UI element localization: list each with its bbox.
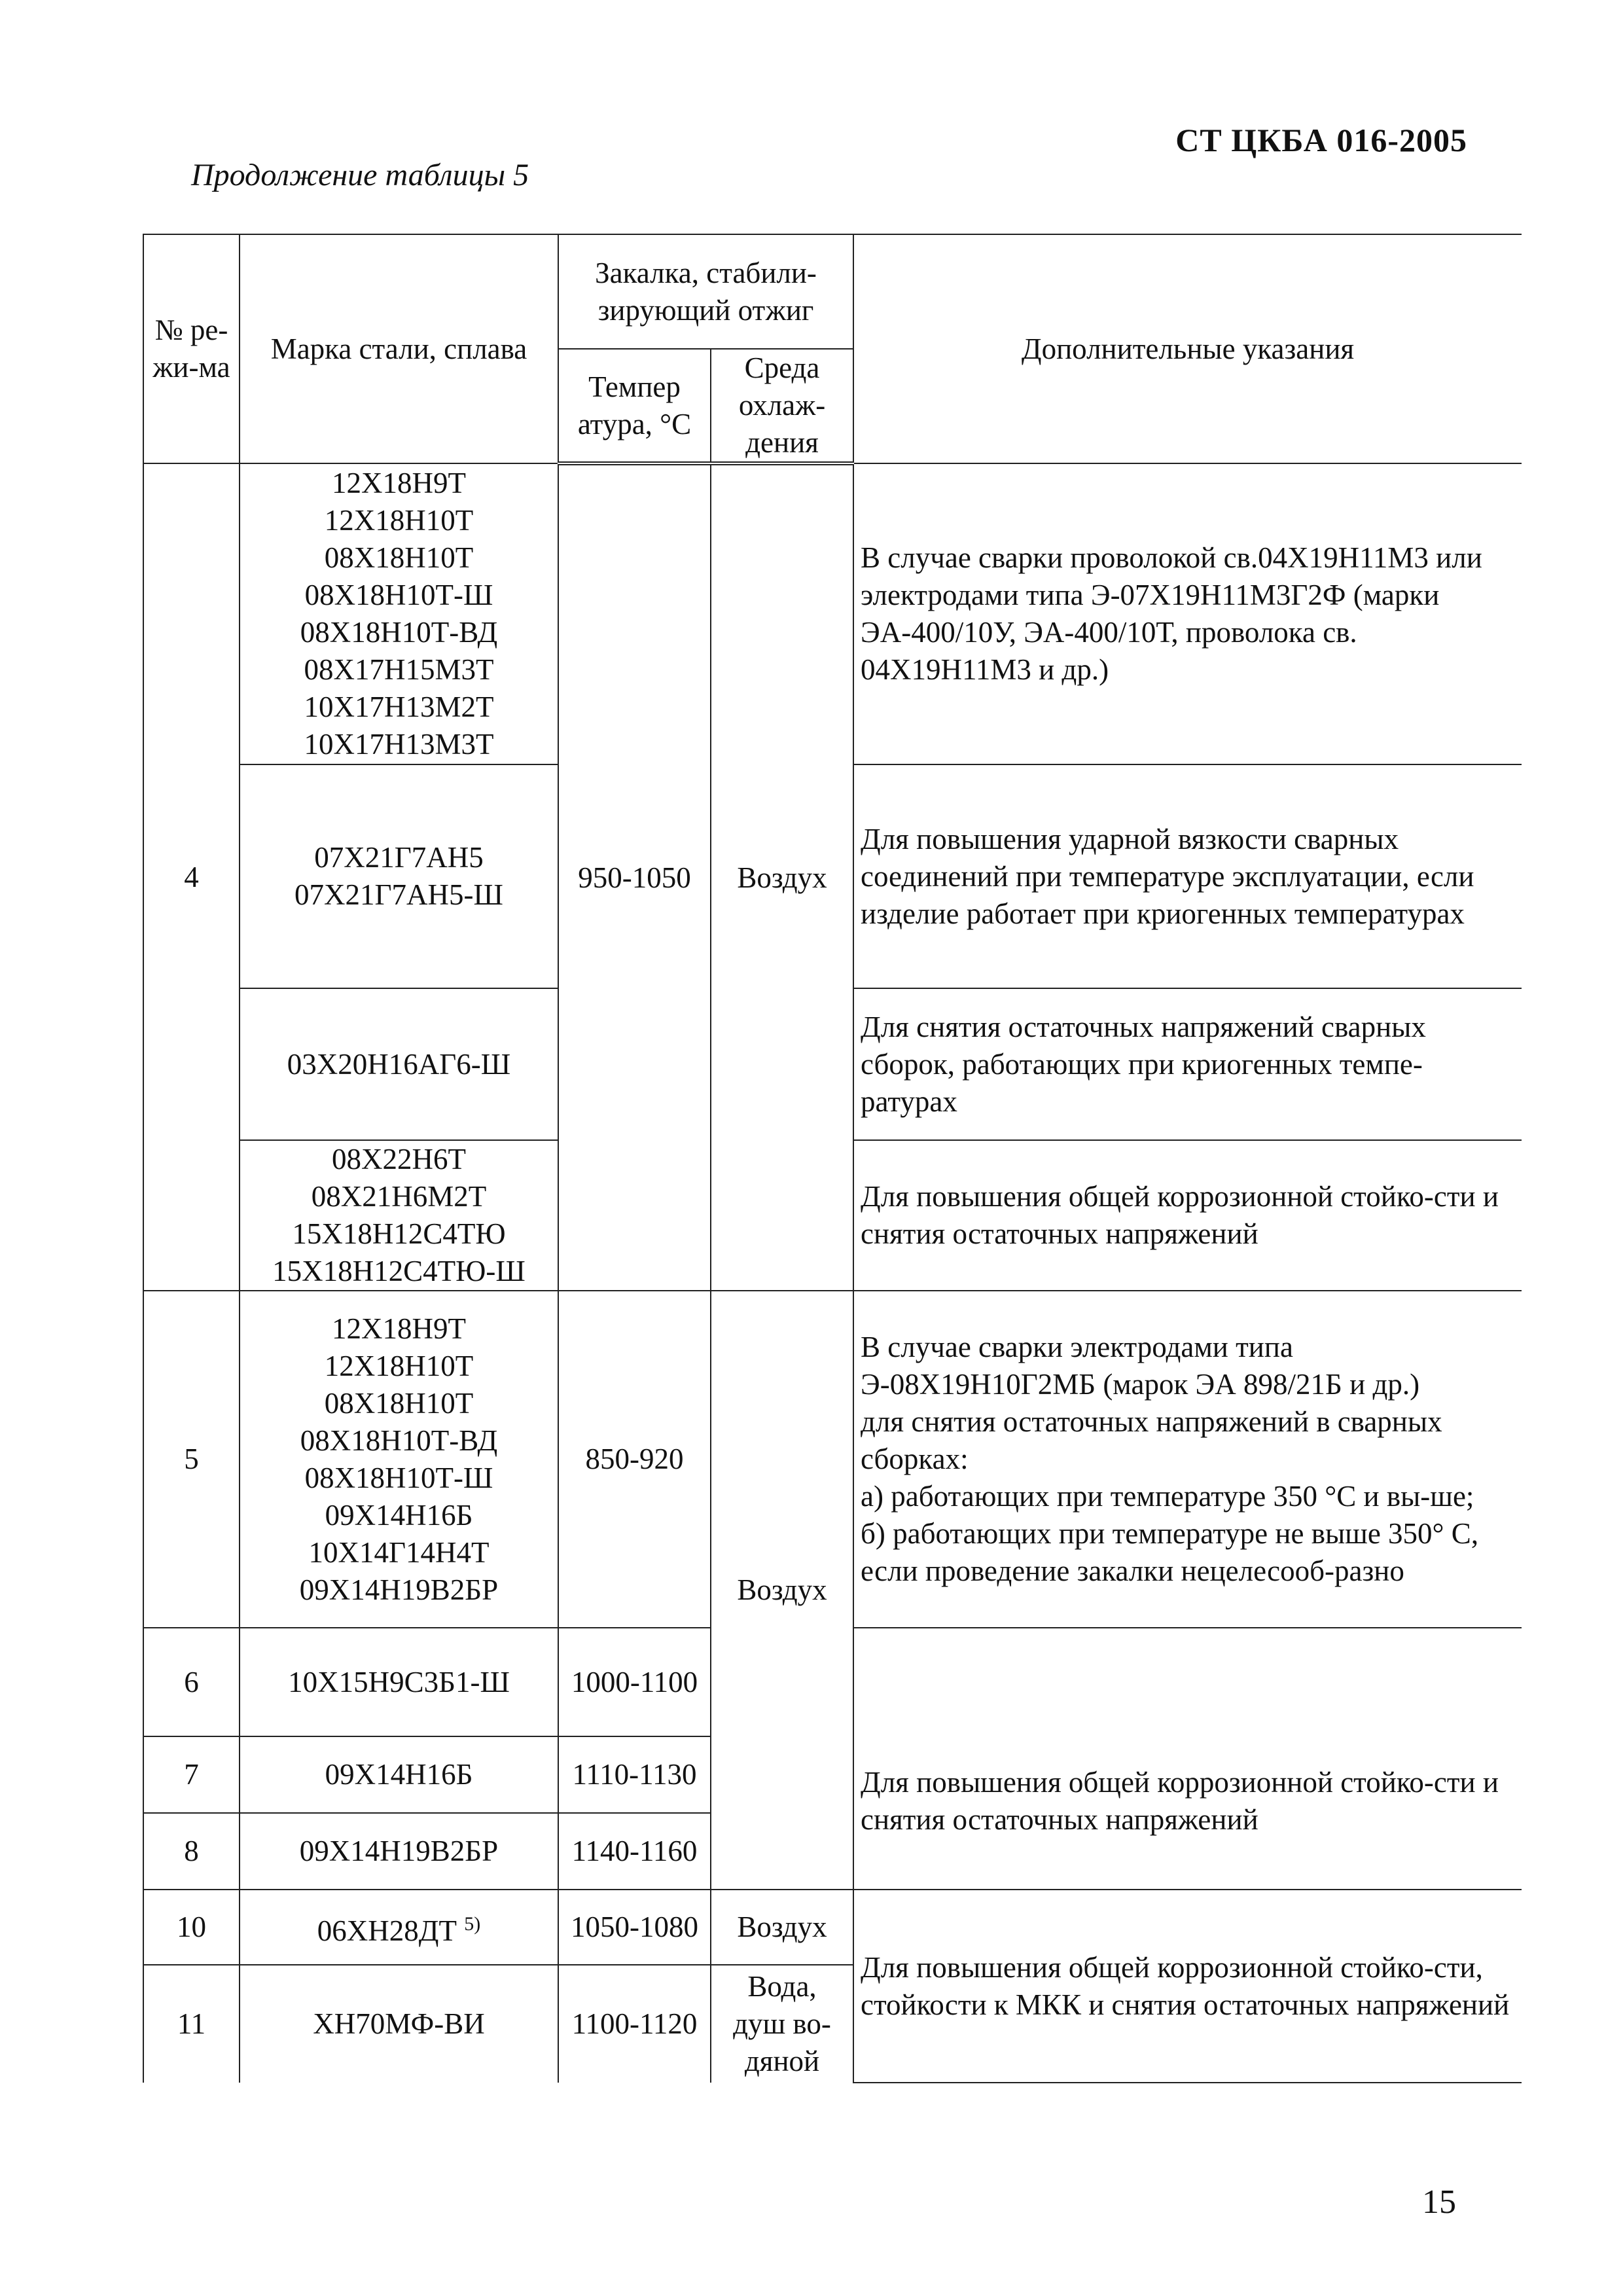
- table-continuation-caption: Продолжение таблицы 5: [191, 158, 529, 192]
- steel-grades-cell: [240, 1890, 558, 1965]
- steel-grade: 12Х18Н9Т: [332, 467, 466, 499]
- cooling-medium-cell: Вода, душ во-дяной: [711, 1965, 853, 2083]
- steel-grade: 09Х14Н19В2БР: [299, 1573, 499, 1606]
- header-cooling-medium: Среда охлаж-дения: [711, 349, 853, 463]
- steel-grade: 12Х18Н9Т: [332, 1312, 466, 1345]
- cooling-medium-cell: Воздух: [711, 1291, 853, 1890]
- temperature-cell: 1100-1120: [558, 1965, 711, 2083]
- notes-cell: Для повышения ударной вязкости сварных соединений при температуре эксплуатации, если изделие работает при криогенных температурах: [853, 764, 1522, 988]
- temperature-cell: 1110-1130: [558, 1736, 711, 1813]
- notes-cell: Для повышения общей коррозионной стойко-сти и снятия остаточных напряжений: [853, 1140, 1522, 1291]
- notes-cell: Для повышения общей коррозионной стойко-сти, стойкости к МКК и снятия остаточных напряжений: [853, 1890, 1522, 2083]
- notes-cell: В случае сварки проволокой св.04Х19Н11М3 или электродами типа Э-07Х19Н11М3Г2Ф (марки ЭА-400/10У, ЭА-400/10Т, проволока св. 04Х19Н11М3 и др.): [853, 463, 1522, 764]
- steel-grade: 15Х18Н12С4ТЮ-Ш: [272, 1255, 526, 1287]
- steel-grade: 09Х14Н16Б: [325, 1498, 473, 1532]
- cooling-medium-cell: Воздух: [711, 1890, 853, 1965]
- steel-grade: 07Х21Г7АН5: [314, 841, 484, 874]
- mode-number-cell: 10: [143, 1890, 240, 1965]
- steel-grade: 03Х20Н16АГ6-Ш: [287, 1047, 511, 1081]
- steel-grades-cell: [240, 463, 558, 764]
- steel-grade: 10Х14Г14Н4Т: [308, 1535, 490, 1569]
- steel-grade: 08Х18Н10Т: [324, 1386, 474, 1420]
- footnote-marker: 5): [464, 1912, 481, 1935]
- steel-grade: 08Х17Н15М3Т: [304, 653, 494, 686]
- steel-grade: 15Х18Н12С4ТЮ: [292, 1217, 506, 1250]
- header-steel-grade: Марка стали, сплава: [240, 234, 558, 463]
- header-notes: Дополнительные указания: [853, 234, 1522, 463]
- mode-number-cell: 6: [143, 1628, 240, 1736]
- steel-grades-cell: [240, 1140, 558, 1291]
- steel-grade: 10Х17Н13М3Т: [304, 728, 494, 761]
- steel-grades-cell: [240, 764, 558, 988]
- steel-grade: 08Х18Н10Т-Ш: [304, 1461, 493, 1494]
- note-line: В случае сварки электродами типа: [861, 1331, 1293, 1363]
- steel-grade: 08Х21Н6М2Т: [311, 1180, 487, 1213]
- mode-number-cell: 5: [143, 1291, 240, 1628]
- steel-grade: 08Х18Н10Т: [324, 541, 474, 574]
- notes-cell: [853, 1628, 1522, 1890]
- cooling-medium-cell: Воздух: [711, 463, 853, 1291]
- temperature-cell: 950-1050: [558, 463, 711, 1291]
- table-row: [143, 1291, 1522, 1628]
- mode-number-cell: 4: [143, 463, 240, 1291]
- header-quench-group: Закалка, стабили-зирующий отжиг: [558, 234, 853, 349]
- header-mode-number: № ре-жи-ма: [143, 234, 240, 463]
- steel-grade: 08Х22Н6Т: [332, 1143, 466, 1175]
- steel-grades-cell: [240, 1291, 558, 1628]
- temperature-cell: 1000-1100: [558, 1628, 711, 1736]
- steel-grade: 08Х18Н10Т-ВД: [300, 1424, 498, 1457]
- steel-grade: 12Х18Н10Т: [324, 504, 474, 537]
- steel-grade: 12Х18Н10Т: [324, 1349, 474, 1382]
- steel-grades-cell: 10Х15Н9С3Б1-Ш: [240, 1628, 558, 1736]
- note-line: б) работающих при температуре не выше 350° С, если проведение закалки нецелесооб-разно: [861, 1517, 1479, 1587]
- steel-grade: 07Х21Г7АН5-Ш: [294, 878, 503, 911]
- mode-number-cell: 11: [143, 1965, 240, 2083]
- temperature-cell: 1050-1080: [558, 1890, 711, 1965]
- page-number: 15: [1422, 2183, 1456, 2221]
- steel-grades-cell: [240, 988, 558, 1140]
- note-text: Для повышения общей коррозионной стойко-сти и снятия остаточных напряжений: [861, 1766, 1499, 1836]
- heat-treatment-table: [143, 234, 1522, 2083]
- notes-cell: [853, 1291, 1522, 1628]
- temperature-cell: 1140-1160: [558, 1813, 711, 1890]
- steel-grades-cell: 09Х14Н19В2БР: [240, 1813, 558, 1890]
- temperature-cell: 850-920: [558, 1291, 711, 1628]
- mode-number-cell: 8: [143, 1813, 240, 1890]
- steel-grades-cell: 09Х14Н16Б: [240, 1736, 558, 1813]
- steel-grade: 08Х18Н10Т-Ш: [304, 579, 493, 611]
- note-line: а) работающих при температуре 350 °С и вы-ше;: [861, 1480, 1474, 1513]
- note-line: для снятия остаточных напряжений в сварных сборках:: [861, 1405, 1442, 1475]
- table-row: [143, 463, 1522, 764]
- steel-grades-cell: ХН70МФ-ВИ: [240, 1965, 558, 2083]
- mode-number-cell: 7: [143, 1736, 240, 1813]
- steel-grade: 08Х18Н10Т-ВД: [300, 616, 498, 649]
- note-line: Э-08Х19Н10Г2МБ (марок ЭА 898/21Б и др.): [861, 1368, 1420, 1401]
- notes-cell: Для снятия остаточных напряжений сварных сборок, работающих при криогенных темпе-ратурах: [853, 988, 1522, 1140]
- header-temperature: Темпер атура, °С: [558, 349, 711, 463]
- steel-grade: 10Х17Н13М2Т: [304, 691, 494, 723]
- table-row: [143, 1890, 1522, 1965]
- document-code: СТ ЦКБА 016-2005: [1175, 122, 1467, 158]
- steel-grade: 06ХН28ДТ: [317, 1914, 457, 1947]
